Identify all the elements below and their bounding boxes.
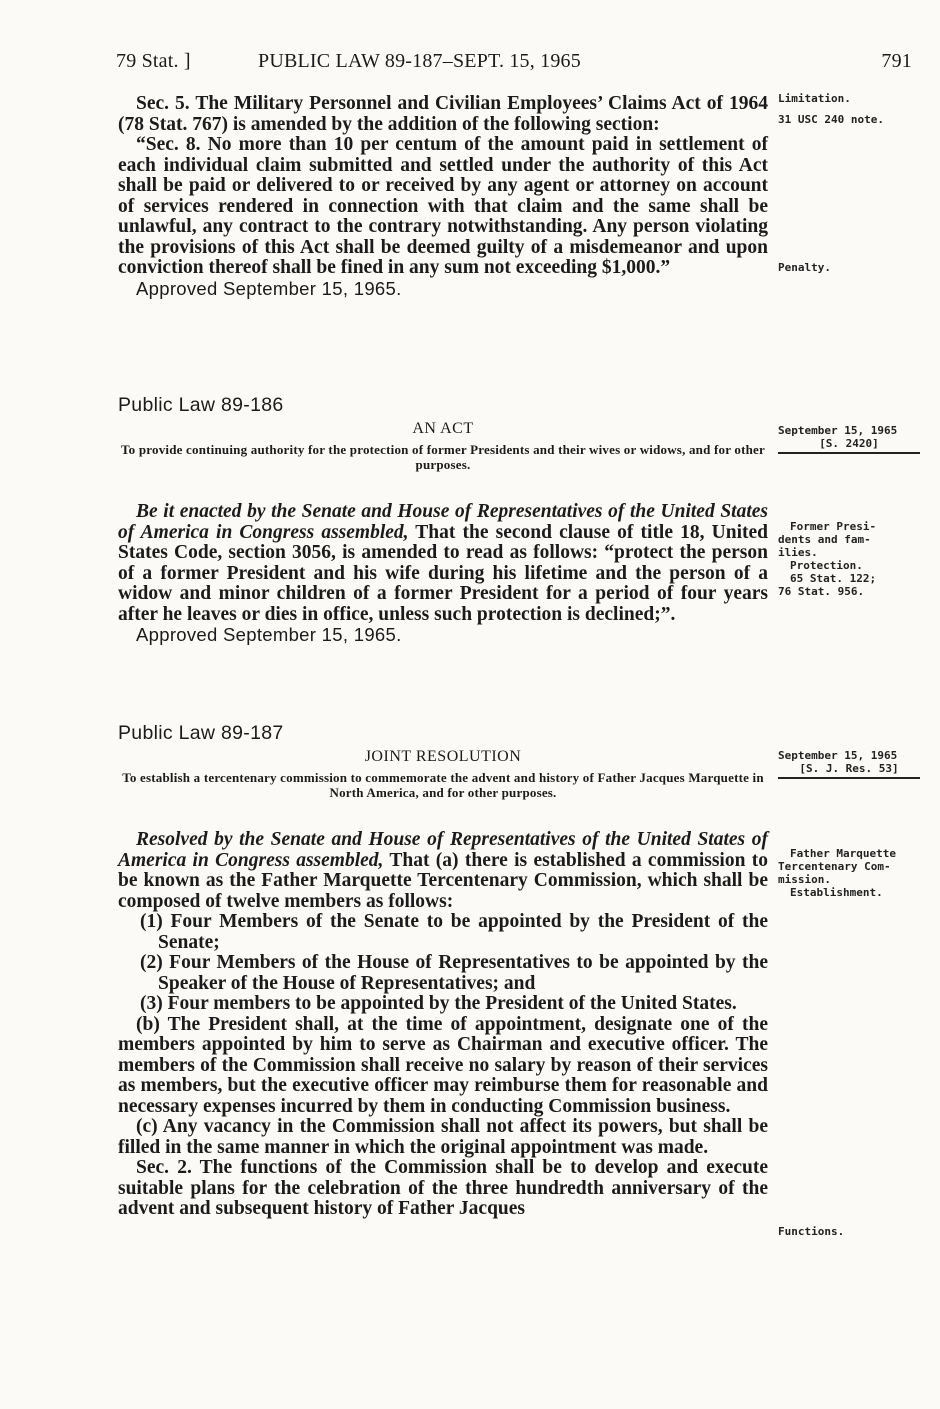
pl187-body [118, 830, 768, 1220]
section-5 [118, 94, 768, 299]
list-item: (3) Four members to be appointed by the President of the United States. [140, 993, 737, 1014]
pl187-intro: That (a) there is established a commission to be known as the Father Marquette Tercentenary Commission, which shall be composed of twelve members as follows: [118, 849, 768, 912]
paragraph-b: (b) The President shall, at the time of appointment, designate one of the members appointed by him to serve as Chairman and executive officer. The members of the Commission shall receive no salary by reason of their services as members, but the executive officer may reimburse them for reasonable and necessary expenses incurred by them in conducting Commission business. [118, 1013, 768, 1117]
stat-1: 65 Stat. 122; [790, 572, 877, 585]
marq-2: Tercentenary Com- [778, 860, 891, 873]
page-title: PUBLIC LAW 89-187–SEPT. 15, 1965 [258, 50, 581, 72]
former-2: dents and fam- [778, 533, 871, 546]
joint-resolution-heading: JOINT RESOLUTION [364, 748, 522, 765]
pl186-date: September 15, 1965 [778, 424, 898, 437]
margin-note-functions: Functions. [778, 1225, 845, 1238]
paragraph-c: (c) Any vacancy in the Commission shall not affect its powers, but shall be filled in the same manner in which the original appointment was made. [118, 1116, 768, 1158]
marq-3: mission. [778, 873, 831, 886]
margin-note-former-presidents [778, 520, 918, 598]
pl186-body [118, 502, 768, 646]
margin-note-penalty: Penalty. [778, 261, 831, 274]
approved-date-2: Approved September 15, 1965. [136, 624, 402, 645]
enacting-clause: Be it enacted by the Senate and House of Representatives of the United States of America in Congress assembled, [118, 501, 768, 543]
list-item: (2) Four Members of the House of Representatives to be appointed by the Speaker of the House of Representatives; and [140, 952, 768, 994]
public-law-89-187-number: Public Law 89-187 [118, 722, 284, 744]
pl186-enacting-body [118, 502, 768, 625]
margin-note-pl187-date [778, 749, 920, 779]
establishment: Establishment. [790, 886, 883, 899]
pl187-resolving-intro [118, 830, 768, 912]
public-law-89-186-number: Public Law 89-186 [118, 394, 284, 416]
sec8-text: “Sec. 8. No more than 10 per centum of the amount paid in settlement of each individual claim submitted and settled under the authority of this Act shall be paid or delivered to or received by any agent or attorney on account of services rendered in connection with that claim and the same shall be unlawful, any contract to the contrary notwithstanding. Any person violating the provisions of this Act shall be deemed guilty of a misdemeanor and upon conviction thereof shall be fined in any sum not exceeding $1,000.” [118, 134, 768, 278]
pl186-text: That the second clause of title 18, United States Code, section 3056, is amended to read as follows: “protect the person of a former President and his wife during his lifetime and the person of a widow and minor children of a former President for a period of four years after he leaves or dies in office, unless such protection is declined;”. [118, 521, 768, 625]
margin-note-usc: 31 USC 240 note. [778, 113, 884, 126]
volume-header: 79 Stat. ] [116, 50, 191, 72]
pl187-bill: [S. J. Res. 53] [778, 762, 920, 779]
act-heading: AN ACT [412, 420, 474, 437]
former-1: Former Presi- [790, 520, 877, 533]
marq-1: Father Marquette [790, 847, 896, 860]
protection: Protection. [790, 559, 863, 572]
stat-2: 76 Stat. 956. [778, 585, 865, 598]
sec5-intro: Sec. 5. The Military Personnel and Civilian Employees’ Claims Act of 1964 (78 Stat. 767) is amended by the addition of the following section: [118, 93, 768, 135]
resolution-purpose: To establish a tercentenary commission to commemorate the advent and history of Father Jacques Marquette in North America, and for other purposes. [122, 770, 764, 800]
pl187-date: September 15, 1965 [778, 749, 898, 762]
margin-note-marquette [778, 847, 918, 899]
resolving-clause: Resolved by the Senate and House of Representatives of the United States of America in Congress assembled, [118, 829, 768, 871]
page-number: 791 [881, 50, 912, 72]
pl186-bill: [S. 2420] [778, 437, 920, 454]
section-2: Sec. 2. The functions of the Commission shall be to develop and execute suitable plans for the celebration of the three hundredth anniversary of the advent and subsequent history of Father Jacques [118, 1157, 768, 1219]
act-purpose: To provide continuing authority for the protection of former Presidents and their wives or widows, and for other purposes. [121, 442, 765, 472]
margin-note-pl186-date [778, 424, 920, 454]
list-item: (1) Four Members of the Senate to be appointed by the President of the Senate; [140, 911, 768, 953]
approved-date-1: Approved September 15, 1965. [136, 277, 402, 299]
former-3: ilies. [778, 546, 818, 559]
margin-note-limitation: Limitation. [778, 92, 851, 105]
